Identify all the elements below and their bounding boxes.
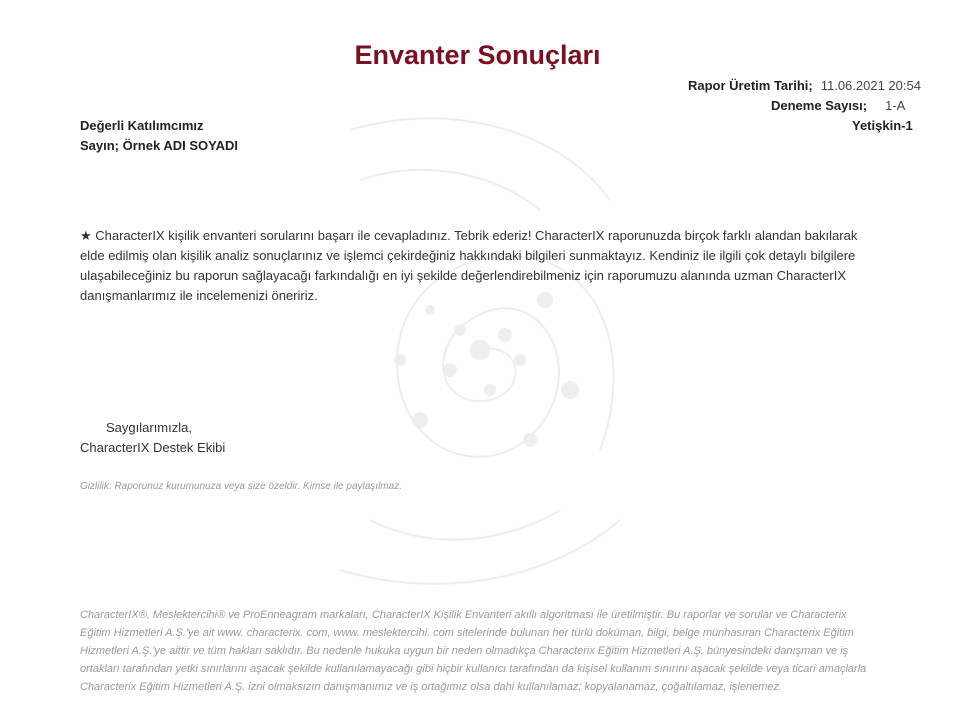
report-date-value: 11.06.2021 20:54 bbox=[820, 78, 921, 93]
greeting bbox=[80, 118, 238, 158]
closing-salutation: Saygılarımızla, bbox=[106, 420, 192, 435]
legal-footer: CharacterIX®, Meslektercihi® ve ProEnneagram markaları, CharacterIX Kişilik Envanteri akıllı algoritması ile üretilmiştir. Bu raporlar ve sorular ve Characterix Eğitim Hizmetleri A.Ş.'ye ait www. characterix. com, www. meslektercihi. com sitelerinde bulunan her türlü doküman, bilgi, belge münhasıran Characterix Eğitim Hizmetleri A.Ş.'ye aittir ve tüm hakları saklıdır. Bu nedenle hukuka uygun bir neden olmadıkça Characterix Eğitim Hizmetleri A.Ş. bünyesindeki danışman ve iş ortakları tarafından yetki sınırlarını aşacak şekilde kullanılamayacağı gibi hiçbir kullanıcı tarafından da kişisel kullanım sınırını aşacak şekilde veya ticari amaçlarla Characterix Eğitim Hizmetleri A.Ş. izni olmaksızın danışmanımız ve iş ortağımız olsa dahi kullanılamaz; kopyalanamaz, çoğaltılamaz, işlenemez. bbox=[80, 609, 867, 693]
report-date-label: Rapor Üretim Tarihi; bbox=[688, 78, 813, 93]
main-paragraph bbox=[80, 226, 860, 306]
recipient-name: Sayın; Örnek ADI SOYADI bbox=[80, 138, 238, 153]
greeting-line: Değerli Katılımcımız bbox=[80, 118, 204, 133]
main-paragraph-text: CharacterIX kişilik envanteri sorularını başarı ile cevapladınız. Tebrik ederiz! CharacterIX raporunuzda birçok farklı alandan bakılarak elde edilmiş olan kişilik analiz sonuçlarınız ve işlemci çekirdeğiniz hakkındaki bilgileri sunmaktayız. Kendiniz ile ilgili çok detaylı bilgilere ulaşabileceğiniz bu raporun sağlayacağı farkındalığı en iyi şekilde değerlendirebilmeniz için raporumuzu alanında uzman CharacterIX danışmanlarımız ile incelemenizi öneririz. bbox=[80, 228, 858, 303]
closing-signature: CharacterIX Destek Ekibi bbox=[80, 440, 226, 455]
group-label: Yetişkin-1 bbox=[852, 118, 913, 133]
attempt-label: Deneme Sayısı; bbox=[771, 98, 868, 113]
page-title: Envanter Sonuçları bbox=[354, 40, 601, 70]
attempt-row bbox=[771, 98, 905, 113]
spiral-watermark-icon bbox=[330, 90, 630, 610]
star-icon: ★ bbox=[80, 228, 92, 243]
closing bbox=[80, 418, 225, 458]
attempt-value: 1-A bbox=[885, 98, 906, 113]
privacy-note: Gizlilik: Raporunuz kurumunuza veya size özeldir. Kimse ile paylaşılmaz. bbox=[80, 481, 402, 492]
report-date-row bbox=[688, 78, 921, 93]
